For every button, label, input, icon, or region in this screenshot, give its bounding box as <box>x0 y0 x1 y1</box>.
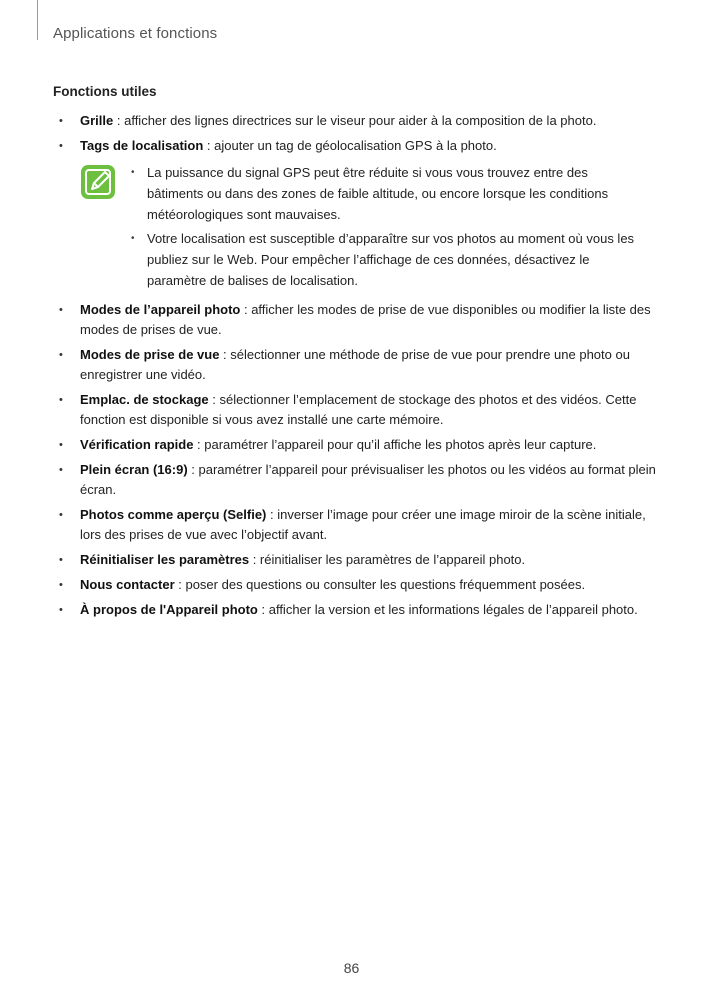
bullet-icon: • <box>59 554 63 566</box>
bullet-icon: • <box>59 604 63 616</box>
page-number: 86 <box>343 960 360 976</box>
list-item-nous-contacter <box>53 575 657 595</box>
note-list <box>127 162 647 294</box>
list-item-a-propos <box>53 600 657 620</box>
item-term: Emplac. de stockage <box>80 392 209 407</box>
list-item-verification-rapide <box>53 435 657 455</box>
bullet-icon: • <box>59 140 63 152</box>
note-text: La puissance du signal GPS peut être réduite si vous vous trouvez entre des bâtiments ou dans des zones de faible altitude, ou encore lorsque les conditions météorologiques sont mauvaises. <box>147 165 609 222</box>
feature-list-bottom <box>53 300 657 625</box>
item-term: À propos de l'Appareil photo <box>80 602 258 617</box>
bullet-icon: • <box>59 115 63 127</box>
bullet-icon: • <box>59 304 63 316</box>
bullet-icon: • <box>59 579 63 591</box>
item-term: Réinitialiser les paramètres <box>80 552 250 567</box>
item-desc: : afficher des lignes directrices sur le viseur pour aider à la composition de la photo. <box>113 113 597 128</box>
header-rule <box>37 0 38 40</box>
list-item-tags-localisation <box>53 136 657 156</box>
bullet-icon: • <box>59 394 63 406</box>
item-desc: : paramétrer l’appareil pour prévisualiser les photos ou les vidéos au format plein écran. <box>80 462 656 497</box>
note-pencil-icon <box>80 164 116 200</box>
item-term: Modes de prise de vue <box>80 347 220 362</box>
item-desc: : afficher la version et les informations légales de l’appareil photo. <box>257 602 638 617</box>
item-term: Vérification rapide <box>80 437 194 452</box>
item-term: Plein écran (16:9) <box>80 462 188 477</box>
bullet-icon: • <box>131 167 135 178</box>
item-desc: : poser des questions ou consulter les questions fréquemment posées. <box>174 577 586 592</box>
item-desc: : paramétrer l’appareil pour qu’il affiche les photos après leur capture. <box>193 437 597 452</box>
list-item-grille <box>53 111 657 131</box>
item-term: Grille <box>80 113 114 128</box>
note-item <box>127 162 647 225</box>
bullet-icon: • <box>131 233 135 244</box>
header-title: Applications et fonctions <box>53 25 218 42</box>
bullet-icon: • <box>59 439 63 451</box>
item-term: Modes de l’appareil photo <box>80 302 241 317</box>
item-desc: : ajouter un tag de géolocalisation GPS à la photo. <box>203 138 497 153</box>
list-item-reinitialiser <box>53 550 657 570</box>
bullet-icon: • <box>59 464 63 476</box>
bullet-icon: • <box>59 349 63 361</box>
item-desc: : afficher les modes de prise de vue disponibles ou modifier la liste des modes de prises de vue. <box>80 302 651 337</box>
list-item-photos-apercu <box>53 505 657 545</box>
item-term: Tags de localisation <box>80 138 204 153</box>
item-term: Nous contacter <box>80 577 175 592</box>
item-desc: : réinitialiser les paramètres de l’appareil photo. <box>249 552 526 567</box>
section-title: Fonctions utiles <box>53 84 157 99</box>
item-desc: : sélectionner une méthode de prise de vue pour prendre une photo ou enregistrer une vidéo. <box>80 347 630 382</box>
note-text: Votre localisation est susceptible d’apparaître sur vos photos au moment où vous les publiez sur le Web. Pour empêcher l’affichage de ces données, désactivez le paramètre de balises de localisation. <box>147 231 635 288</box>
item-term: Photos comme aperçu (Selfie) <box>80 507 267 522</box>
feature-list-top <box>53 111 657 161</box>
list-item-modes-appareil <box>53 300 657 340</box>
list-item-modes-prise-vue <box>53 345 657 385</box>
list-item-emplac-stockage <box>53 390 657 430</box>
list-item-plein-ecran <box>53 460 657 500</box>
item-desc: : inverser l’image pour créer une image miroir de la scène initiale, lors des prises de vue avec l’objectif avant. <box>80 507 646 542</box>
item-desc: : sélectionner l’emplacement de stockage des photos et des vidéos. Cette fonction est disponible si vous avez installé une carte mémoire. <box>80 392 637 427</box>
note-item <box>127 228 647 291</box>
bullet-icon: • <box>59 509 63 521</box>
